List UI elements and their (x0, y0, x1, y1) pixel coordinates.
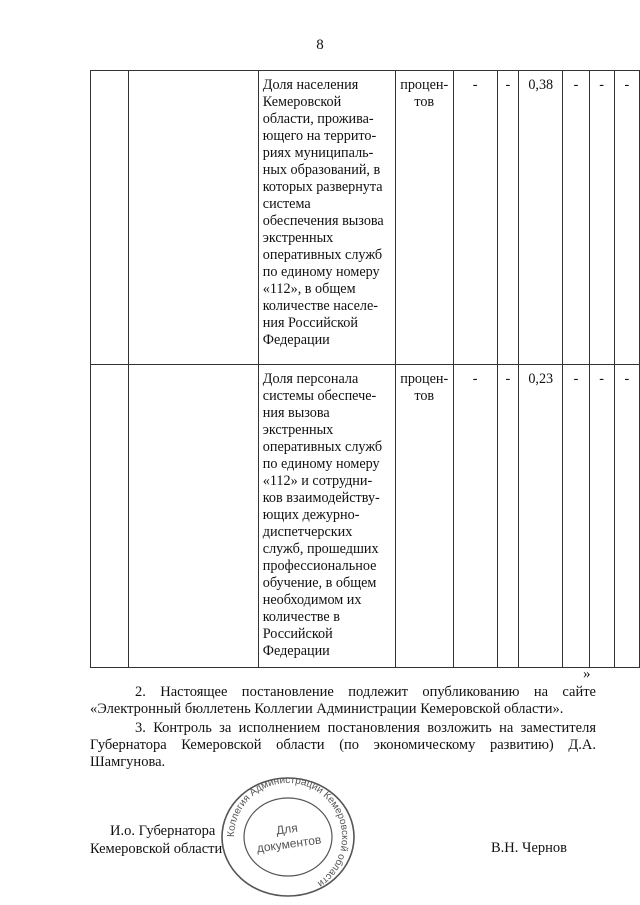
stamp-ring-textpath: Коллегия Администрации Кемеровской области (225, 775, 351, 890)
indicator-line: риях муниципаль- (262, 145, 374, 161)
value-cell: 0,23 (519, 365, 563, 668)
unit-line: тов (414, 388, 435, 404)
value-cell: 0,38 (519, 71, 563, 365)
page-number: 8 (316, 37, 324, 53)
stamp-center-line: Для (275, 820, 299, 838)
unit-cell (395, 71, 453, 365)
value-cell: - (589, 365, 614, 668)
indicator-line: ния вызова (262, 405, 330, 421)
indicator-line: Федерации (262, 332, 330, 348)
indicator-line: которых развернута (262, 179, 383, 195)
indicator-line: «112» и сотрудни- (262, 473, 373, 489)
value-cell: - (497, 71, 518, 365)
empty-cell (129, 365, 259, 668)
unit-line: тов (414, 94, 435, 110)
indicator-line: ющего на террито- (262, 128, 377, 144)
indicator-line: экстренных (262, 230, 334, 246)
indicator-line: ния Российской (262, 315, 358, 331)
signatory-name: В.Н. Чернов (491, 840, 567, 856)
stamp-center-line: документов (255, 832, 323, 856)
empty-cell (129, 71, 259, 365)
position-line: И.о. Губернатора (110, 823, 216, 839)
indicator-line: экстренных (262, 422, 334, 438)
indicator-line: ных образований, в (262, 162, 381, 178)
unit-cell (395, 365, 453, 668)
paragraph-publication: 2. Настоящее постановление подлежит опубликованию на сайте «Электронный бюллетень Коллегии Администрации Кемеровской области». (90, 684, 596, 717)
position-line: Кемеровской области (90, 841, 223, 857)
indicator-line: по единому номеру (262, 264, 380, 280)
table-row (91, 71, 640, 365)
unit-line: процен- (400, 77, 449, 93)
indicator-line: по единому номеру (262, 456, 380, 472)
indicator-line: системы обеспече- (262, 388, 377, 404)
value-cell: - (453, 71, 497, 365)
value-cell: - (614, 365, 639, 668)
indicator-line: Доля населения (262, 77, 359, 93)
indicator-line: ющих дежурно- (262, 507, 360, 523)
value-cell: - (453, 365, 497, 668)
value-cell: - (589, 71, 614, 365)
indicator-line: ков взаимодейству- (262, 490, 380, 506)
empty-cell (91, 365, 129, 668)
indicator-line: Доля персонала (262, 371, 359, 387)
indicator-line: оперативных служб (262, 247, 383, 263)
indicator-line: «112», в общем (262, 281, 356, 297)
indicator-name-cell (258, 71, 395, 365)
indicator-line: профессиональное (262, 558, 377, 574)
official-stamp (218, 775, 358, 899)
indicator-line: Федерации (262, 643, 330, 659)
value-cell: - (614, 71, 639, 365)
indicator-line: количестве в (262, 609, 340, 625)
table-row (91, 365, 640, 668)
paragraph-control: 3. Контроль за исполнением постановления возложить на заместителя Губернатора Кемеровской области (по экономическому развитию) Д.А. Шамгунова. (90, 720, 596, 770)
indicator-line: диспетчерских (262, 524, 353, 540)
value-cell: - (563, 71, 589, 365)
indicator-line: система (262, 196, 311, 212)
indicator-line: количестве населе- (262, 298, 379, 314)
value-cell: - (563, 365, 589, 668)
indicator-line: необходимом их (262, 592, 362, 608)
indicators-table (90, 70, 640, 668)
signatory-position (90, 822, 222, 858)
empty-cell (91, 71, 129, 365)
indicator-line: обучение, в общем (262, 575, 377, 591)
unit-line: процен- (400, 371, 449, 387)
indicator-line: оперативных служб (262, 439, 383, 455)
indicator-line: служб, прошедших (262, 541, 379, 557)
indicator-line: области, прожива- (262, 111, 374, 127)
indicator-line: Кемеровской (262, 94, 342, 110)
indicator-line: обеспечения вызова (262, 213, 384, 229)
closing-quote: » (583, 666, 591, 682)
value-cell: - (497, 365, 518, 668)
indicator-name-cell (258, 365, 395, 668)
indicator-line: Российской (262, 626, 333, 642)
